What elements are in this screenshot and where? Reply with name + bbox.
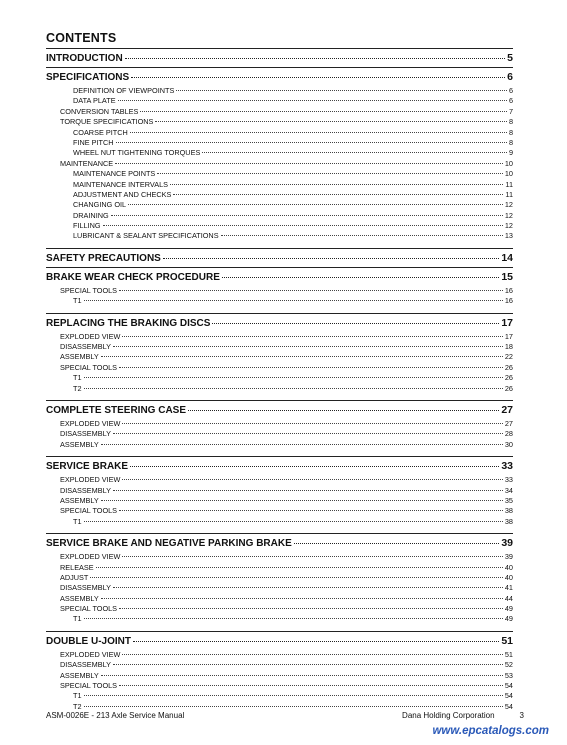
toc-subsection-entry[interactable] [46, 128, 513, 138]
toc-entry-label: ASSEMBLY [60, 352, 99, 362]
toc-entry-page: 28 [504, 429, 513, 439]
toc-entry-page: 49 [504, 614, 513, 624]
toc-entry-page: 30 [504, 439, 513, 449]
dot-leader [212, 323, 499, 324]
toc-section-entry[interactable] [46, 533, 513, 552]
toc-entry-page: 12 [504, 221, 513, 231]
toc-entry-page: 12 [504, 210, 513, 220]
toc-entry-page: 8 [508, 117, 513, 127]
dot-leader [222, 277, 499, 278]
toc-subsection-entry[interactable] [46, 373, 513, 383]
dot-leader [188, 410, 499, 411]
toc-subsection-entry[interactable] [46, 138, 513, 148]
dot-leader [118, 100, 507, 101]
toc-section-entry[interactable] [46, 48, 513, 67]
toc-entry-label: SPECIAL TOOLS [60, 506, 118, 516]
dot-leader [84, 706, 503, 707]
toc-entry-page: 52 [504, 660, 513, 670]
toc-entry-page: 54 [504, 681, 513, 691]
toc-entry-label: T1 [73, 516, 82, 526]
toc-section-entry[interactable] [46, 248, 513, 267]
dot-leader [119, 685, 503, 686]
toc-subsection-entry[interactable] [46, 506, 513, 516]
toc-subsection-entry[interactable] [46, 352, 513, 362]
toc-entry-label: SPECIFICATIONS [46, 72, 130, 83]
toc-entry-label: SPECIAL TOOLS [60, 362, 118, 372]
toc-subsection-entry[interactable] [46, 671, 513, 681]
toc-entry-label: ASSEMBLY [60, 495, 99, 505]
dot-leader [122, 336, 502, 337]
toc-entry-label: DISASSEMBLY [60, 660, 111, 670]
dot-leader [84, 695, 503, 696]
toc-subsection-entry[interactable] [46, 650, 513, 660]
dot-leader [101, 675, 503, 676]
toc-entry-label: SPECIAL TOOLS [60, 604, 118, 614]
dot-leader [130, 466, 499, 467]
dot-leader [101, 598, 503, 599]
toc-entry-page: 53 [504, 670, 513, 680]
dot-leader [119, 608, 503, 609]
toc-subsection-entry[interactable] [46, 159, 513, 169]
toc-subsection-entry[interactable] [46, 231, 513, 241]
dot-leader [113, 490, 503, 491]
toc-subsection-entry[interactable] [46, 221, 513, 231]
toc-section-entry[interactable] [46, 631, 513, 650]
dot-leader [111, 215, 503, 216]
toc-entry-page: 44 [504, 593, 513, 603]
toc-entry-page: 34 [504, 485, 513, 495]
toc-section-entry[interactable] [46, 456, 513, 475]
toc-entry-label: DOUBLE U-JOINT [46, 635, 131, 647]
toc-entry-page: 13 [504, 231, 513, 241]
toc-entry-page: 26 [504, 373, 513, 383]
toc-entry-label: T2 [73, 701, 82, 711]
dot-leader [163, 258, 499, 259]
toc-entry-label: BRAKE WEAR CHECK PROCEDURE [46, 271, 220, 283]
toc-entry-page: 6 [507, 71, 513, 83]
dot-leader [133, 641, 499, 642]
dot-leader [101, 444, 503, 445]
dot-leader [84, 300, 503, 301]
toc-entry-label: COMPLETE STEERING CASE [46, 404, 187, 416]
toc-entry-label: SAFETY PRECAUTIONS [46, 252, 161, 264]
toc-subsection-entry[interactable] [46, 342, 513, 352]
dot-leader [176, 90, 507, 91]
toc-subsection-entry[interactable] [46, 691, 513, 701]
toc-entry-page: 40 [504, 572, 513, 582]
dot-leader [122, 654, 502, 655]
toc-entry-label: T2 [73, 383, 82, 393]
toc-entry-label: SPECIAL TOOLS [60, 285, 118, 295]
dot-leader [140, 111, 507, 112]
toc-subsection-entry[interactable] [46, 475, 513, 485]
toc-entry-page: 33 [504, 475, 513, 485]
toc-entry-page: 33 [501, 460, 513, 473]
toc-subsection-entry[interactable] [46, 384, 513, 394]
toc-entry-label: LUBRICANT & SEALANT SPECIFICATIONS [73, 231, 219, 241]
toc-subsection-entry[interactable] [46, 200, 513, 210]
toc-entry-label: T1 [73, 614, 82, 624]
toc-subsection-entry[interactable] [46, 440, 513, 450]
toc-entry-page: 35 [504, 495, 513, 505]
toc-entry-label: TORQUE SPECIFICATIONS [60, 117, 154, 127]
dot-leader [119, 510, 503, 511]
dot-leader [113, 433, 503, 434]
toc-subsection-entry[interactable] [46, 332, 513, 342]
dot-leader [128, 204, 503, 205]
toc-entry-page: 51 [504, 649, 513, 659]
toc-subsection-entry[interactable] [46, 180, 513, 190]
toc-subsection-entry[interactable] [46, 286, 513, 296]
dot-leader [103, 225, 503, 226]
dot-leader [294, 543, 500, 544]
dot-leader [119, 367, 503, 368]
toc-entry-label: INTRODUCTION [46, 53, 123, 64]
dot-leader [131, 77, 505, 78]
toc-entry-label: SPECIAL TOOLS [60, 681, 118, 691]
dot-leader [113, 664, 503, 665]
toc-subsection-entry[interactable] [46, 594, 513, 604]
dot-leader [130, 132, 507, 133]
toc-entry-page: 9 [508, 148, 513, 158]
toc-entry-label: DISASSEMBLY [60, 485, 111, 495]
toc-entry-label: EXPLODED VIEW [60, 649, 121, 659]
toc-entry-page: 41 [504, 583, 513, 593]
toc-subsection-entry[interactable] [46, 583, 513, 593]
toc-subsection-entry[interactable] [46, 363, 513, 373]
dot-leader [119, 290, 503, 291]
dot-leader [84, 521, 503, 522]
toc-entry-label: SERVICE BRAKE AND NEGATIVE PARKING BRAKE [46, 538, 292, 550]
toc-entry-page: 27 [501, 403, 513, 416]
table-of-contents [46, 48, 513, 712]
toc-entry-label: DATA PLATE [73, 96, 116, 106]
toc-section-entry[interactable] [46, 400, 513, 419]
toc-subsection-entry[interactable] [46, 117, 513, 127]
toc-entry-label: T1 [73, 373, 82, 383]
toc-entry-page: 49 [504, 604, 513, 614]
toc-entry-page: 26 [504, 362, 513, 372]
dot-leader [115, 163, 503, 164]
dot-leader [101, 356, 503, 357]
toc-entry-label: MAINTENANCE [60, 158, 114, 168]
toc-entry-page: 5 [507, 52, 513, 64]
toc-subsection-entry[interactable] [46, 169, 513, 179]
page-title: CONTENTS [46, 31, 117, 45]
toc-subsection-entry[interactable] [46, 517, 513, 527]
toc-subsection-entry[interactable] [46, 573, 513, 583]
footer-company: Dana Holding Corporation [402, 711, 495, 720]
toc-entry-page: 38 [504, 516, 513, 526]
toc-entry-page: 27 [504, 418, 513, 428]
toc-entry-page: 54 [504, 701, 513, 711]
toc-subsection-entry[interactable] [46, 211, 513, 221]
toc-entry-page: 22 [504, 352, 513, 362]
toc-subsection-entry[interactable] [46, 429, 513, 439]
toc-entry-label: REPLACING THE BRAKING DISCS [46, 317, 211, 329]
dot-leader [122, 556, 502, 557]
toc-entry-label: EXPLODED VIEW [60, 552, 121, 562]
toc-entry-label: DRAINING [73, 210, 109, 220]
dot-leader [202, 152, 507, 153]
toc-subsection-entry[interactable] [46, 681, 513, 691]
footer-doc-id: ASM-0026E - 213 Axle Service Manual [46, 711, 185, 720]
toc-entry-label: EXPLODED VIEW [60, 418, 121, 428]
toc-entry-label: DISASSEMBLY [60, 583, 111, 593]
toc-subsection-entry[interactable] [46, 486, 513, 496]
dot-leader [84, 388, 503, 389]
toc-entry-page: 39 [504, 552, 513, 562]
dot-leader [125, 58, 505, 59]
dot-leader [155, 121, 507, 122]
toc-subsection-entry[interactable] [46, 148, 513, 158]
toc-subsection-entry[interactable] [46, 660, 513, 670]
toc-entry-page: 8 [508, 137, 513, 147]
toc-entry-page: 18 [504, 342, 513, 352]
dot-leader [96, 567, 503, 568]
toc-subsection-entry[interactable] [46, 190, 513, 200]
toc-entry-page: 26 [504, 383, 513, 393]
footer-page-number: 3 [519, 711, 524, 720]
toc-section-entry[interactable] [46, 67, 513, 86]
toc-subsection-entry[interactable] [46, 563, 513, 573]
toc-entry-label: DEFINITION OF VIEWPOINTS [73, 86, 175, 95]
toc-entry-label: MAINTENANCE INTERVALS [73, 179, 169, 189]
toc-entry-label: ADJUSTMENT AND CHECKS [73, 189, 172, 199]
toc-entry-page: 12 [504, 200, 513, 210]
dot-leader [122, 479, 502, 480]
dot-leader [122, 423, 502, 424]
toc-subsection-entry[interactable] [46, 96, 513, 106]
toc-entry-page: 11 [505, 189, 513, 199]
toc-section-entry[interactable] [46, 313, 513, 332]
toc-section-entry[interactable] [46, 267, 513, 286]
toc-entry-page: 10 [504, 169, 513, 179]
toc-entry-label: ASSEMBLY [60, 593, 99, 603]
dot-leader [116, 142, 507, 143]
toc-entry-page: 10 [504, 158, 513, 168]
watermark-link[interactable]: www.epcatalogs.com [432, 725, 549, 737]
dot-leader [157, 173, 503, 174]
toc-subsection-entry[interactable] [46, 296, 513, 306]
toc-entry-page: 8 [508, 127, 513, 137]
toc-entry-page: 40 [504, 562, 513, 572]
dot-leader [113, 346, 503, 347]
toc-subsection-entry[interactable] [46, 604, 513, 614]
page-footer [46, 711, 524, 720]
dot-leader [84, 377, 503, 378]
toc-entry-page: 6 [508, 96, 513, 106]
toc-entry-label: FILLING [73, 221, 101, 231]
toc-subsection-entry[interactable] [46, 614, 513, 624]
dot-leader [113, 587, 503, 588]
toc-entry-label: CONVERSION TABLES [60, 106, 139, 116]
toc-entry-label: T1 [73, 691, 82, 701]
toc-entry-page: 14 [501, 251, 513, 264]
dot-leader [84, 618, 503, 619]
toc-entry-label: ADJUST [60, 572, 89, 582]
toc-entry-label: FINE PITCH [73, 137, 114, 147]
dot-leader [173, 194, 503, 195]
toc-entry-label: CHANGING OIL [73, 200, 127, 210]
toc-entry-label: DISASSEMBLY [60, 342, 111, 352]
toc-entry-label: RELEASE [60, 562, 94, 572]
toc-entry-label: EXPLODED VIEW [60, 331, 121, 341]
dot-leader [170, 184, 503, 185]
toc-entry-page: 51 [501, 634, 513, 647]
toc-entry-page: 38 [504, 506, 513, 516]
toc-entry-label: SERVICE BRAKE [46, 461, 129, 473]
toc-entry-page: 15 [501, 270, 513, 283]
toc-entry-page: 16 [504, 296, 513, 306]
toc-subsection-entry[interactable] [46, 86, 513, 96]
toc-entry-page: 11 [505, 179, 513, 189]
toc-entry-page: 17 [501, 316, 513, 329]
toc-entry-page: 17 [504, 331, 513, 341]
toc-entry-label: T1 [73, 296, 82, 306]
toc-subsection-entry[interactable] [46, 419, 513, 429]
toc-subsection-entry[interactable] [46, 496, 513, 506]
toc-entry-page: 54 [504, 691, 513, 701]
toc-entry-label: COARSE PITCH [73, 127, 128, 137]
toc-subsection-entry[interactable] [46, 552, 513, 562]
toc-entry-label: ASSEMBLY [60, 670, 99, 680]
toc-entry-label: DISASSEMBLY [60, 429, 111, 439]
toc-entry-page: 39 [501, 537, 513, 550]
toc-entry-label: MAINTENANCE POINTS [73, 169, 156, 179]
toc-entry-label: EXPLODED VIEW [60, 475, 121, 485]
dot-leader [90, 577, 502, 578]
toc-subsection-entry[interactable] [46, 107, 513, 117]
toc-entry-page: 16 [504, 285, 513, 295]
toc-entry-label: ASSEMBLY [60, 439, 99, 449]
toc-entry-label: WHEEL NUT TIGHTENING TORQUES [73, 148, 201, 158]
dot-leader [221, 235, 503, 236]
dot-leader [101, 500, 503, 501]
toc-entry-page: 7 [508, 106, 513, 116]
toc-entry-page: 6 [508, 86, 513, 95]
